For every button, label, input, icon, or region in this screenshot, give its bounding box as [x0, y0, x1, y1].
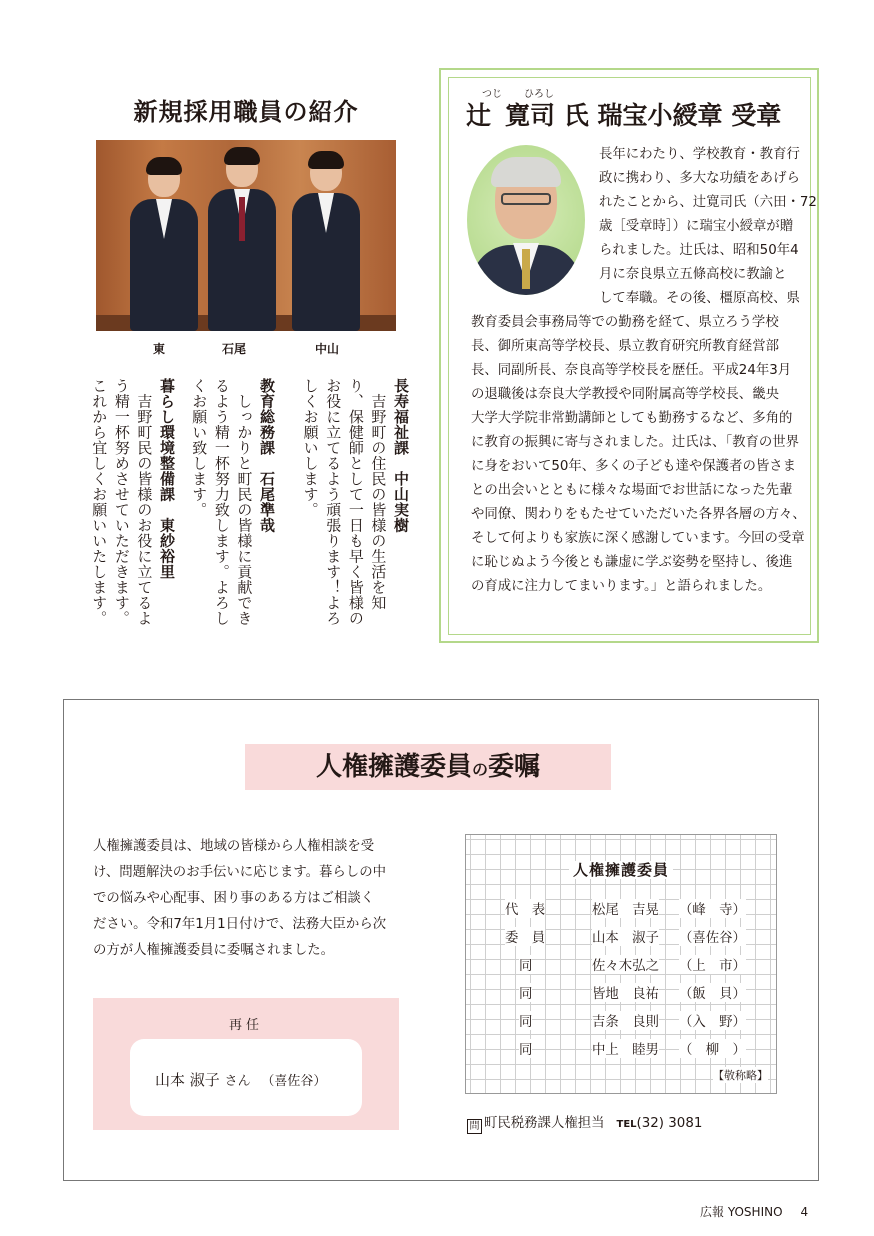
award-ruby-family: つじ [482, 89, 502, 100]
reappointment-suffix: さん [224, 1074, 251, 1089]
member-area: （喜佐谷） [679, 927, 746, 946]
tel-label: TEL [616, 1119, 637, 1130]
member-role: 同 [519, 1039, 532, 1058]
human-rights-text-line: 人権擁護委員は、地域の皆様から人権相談を受 [93, 839, 375, 854]
staff-name-caption: 石尾 [222, 342, 247, 356]
contact-info [467, 1112, 702, 1134]
staff-intro-nakayama [296, 378, 412, 636]
award-text-line: の育成に注力してまいります。」と語られました。 [471, 579, 772, 594]
award-recipient-portrait [467, 145, 585, 295]
staff-intro-dept: 長寿福祉課 中山実樹 [392, 378, 410, 533]
human-rights-text-line: の方が人権擁護委員に委嘱されました。 [93, 943, 335, 958]
award-text-line: 長、同副所長、奈良高等学校長を歴任。平成24年3月 [471, 363, 792, 378]
award-text-line: に身をおいて50年、多くの子ども達や保護者の皆さま [471, 459, 797, 474]
human-rights-text-line: ださい。令和7年1月1日付けで、法務大臣から次 [93, 917, 387, 932]
award-given-name: 寛司 [505, 101, 556, 130]
honorific-omitted-note: 【敬称略】 [713, 1069, 768, 1082]
contact-dept: 町民税務課人権担当 [484, 1116, 605, 1131]
member-name: 吉条 良則 [592, 1011, 659, 1030]
staff-intro-higashi [84, 378, 178, 636]
member-area: （入 野） [679, 1011, 746, 1030]
award-text-line: 長年にわたり、学校教育・教育行 [599, 147, 800, 162]
award-text-line: れたことから、辻寛司氏（六田・72 [599, 195, 817, 210]
member-area: （ 柳 ） [679, 1039, 746, 1058]
member-area: （上 市） [679, 955, 746, 974]
award-text-line: の退職後は奈良大学教授や同附属高等学校長、畿央 [471, 387, 779, 402]
human-rights-title [245, 744, 611, 790]
member-area: （飯 貝） [679, 983, 746, 1002]
member-role: 同 [519, 955, 532, 974]
human-rights-text-line: での悩みや心配事、困り事のある方はご相談く [93, 891, 375, 906]
award-ruby-given: ひろし [524, 89, 554, 100]
award-text-line: との出会いとともに様々な場面でお世話になった先輩 [471, 483, 793, 498]
member-role: 同 [519, 1011, 532, 1030]
human-rights-title-end: 委嘱 [488, 752, 541, 782]
staff-intro-ishio [186, 378, 278, 636]
award-title [466, 96, 781, 132]
staff-figure-ishio [204, 149, 280, 331]
award-honorific: 氏 [563, 101, 589, 130]
member-area: （峰 寺） [679, 899, 746, 918]
staff-name-caption: 中山 [315, 342, 340, 356]
member-name: 佐々木弘之 [592, 955, 659, 974]
member-role: 委 員 [505, 927, 545, 946]
reappointment-label: 再任 [228, 1018, 263, 1033]
page-number: 4 [800, 1205, 809, 1219]
page-footer [700, 1203, 808, 1220]
member-role: 代 表 [505, 899, 545, 918]
staff-figure-higashi [126, 159, 202, 331]
member-name: 中上 睦男 [592, 1039, 659, 1058]
human-rights-title-particle: の [471, 760, 488, 779]
award-text-line: 教育委員会事務局等での勤務を経て、県立ろう学校 [471, 315, 779, 330]
reappointment-location: （喜佐谷） [261, 1074, 327, 1089]
award-text-line: や同僚、関わりをもたせていただいた各界各層の方々、 [471, 507, 806, 522]
human-rights-title-main: 人権擁護委員 [315, 752, 472, 782]
award-text-line: 長、御所東高等学校長、県立教育研究所教育経営部 [471, 339, 779, 354]
staff-name-caption: 東 [153, 342, 166, 356]
award-text-line: 月に奈良県立五條高校に教諭と [599, 267, 787, 282]
staff-figure-nakayama [288, 153, 364, 331]
human-rights-text-line: け、問題解決のお手伝いに応じます。暮らしの中 [93, 865, 386, 880]
award-name: 瑞宝小綬章 受章 [597, 101, 782, 130]
member-name: 山本 淑子 [592, 927, 659, 946]
staff-section-title: 新規採用職員の紹介 [133, 98, 359, 126]
award-text-line: られました。辻氏は、昭和50年4 [599, 243, 799, 258]
member-name: 松尾 吉晃 [592, 899, 659, 918]
award-text-line: に教育の振興に寄与されました。辻氏は、「教育の世界 [471, 435, 800, 450]
publication-name: 広報 YOSHINO [700, 1205, 783, 1219]
members-title: 人権擁護委員 [465, 859, 777, 880]
member-role: 同 [519, 983, 532, 1002]
staff-group-photo [96, 140, 396, 331]
award-text-line: に恥じぬよう今後とも謙虚に学ぶ姿勢を堅持し、後進 [471, 555, 793, 570]
award-text-line: 大学大学院非常勤講師としても勤務するなど、多角的 [471, 411, 793, 426]
staff-intro-dept: 教育総務課 石尾準哉 [258, 378, 276, 533]
award-text-line: 歳［受章時］）に瑞宝小綬章が贈 [599, 219, 794, 234]
staff-intro-text: 吉野町民の皆様のお役に立てるよう精一杯努めさせていただきます。これから宜しくお願いいたします。 [90, 378, 154, 626]
staff-intro-text: 吉野町の住民の皆様の生活を知り、保健師として一日も早く皆様のお役に立てるよう頑張ります！よろしくお願いします。 [301, 378, 388, 626]
contact-tel: (32) 3081 [636, 1116, 703, 1131]
reappointment-name: 山本 淑子 [155, 1071, 220, 1089]
award-text-line: 政に携わり、多大な功績をあげら [599, 171, 800, 186]
member-name: 皆地 良祐 [592, 983, 659, 1002]
award-text-line: そして何よりも家族に深く感謝しています。今回の受章 [471, 531, 805, 546]
award-text-line: して奉職。その後、橿原高校、県 [599, 291, 800, 306]
staff-intro-text: しっかりと町民の皆様に貢献できるよう精一杯努力致します。よろしくお願い致します。 [190, 378, 254, 626]
reappointment-person [155, 1069, 326, 1090]
inquiry-icon: 問 [467, 1119, 482, 1134]
staff-intro-dept: 暮らし環境整備課 東紗裕里 [158, 378, 176, 580]
award-family-name: 辻 [466, 101, 492, 130]
